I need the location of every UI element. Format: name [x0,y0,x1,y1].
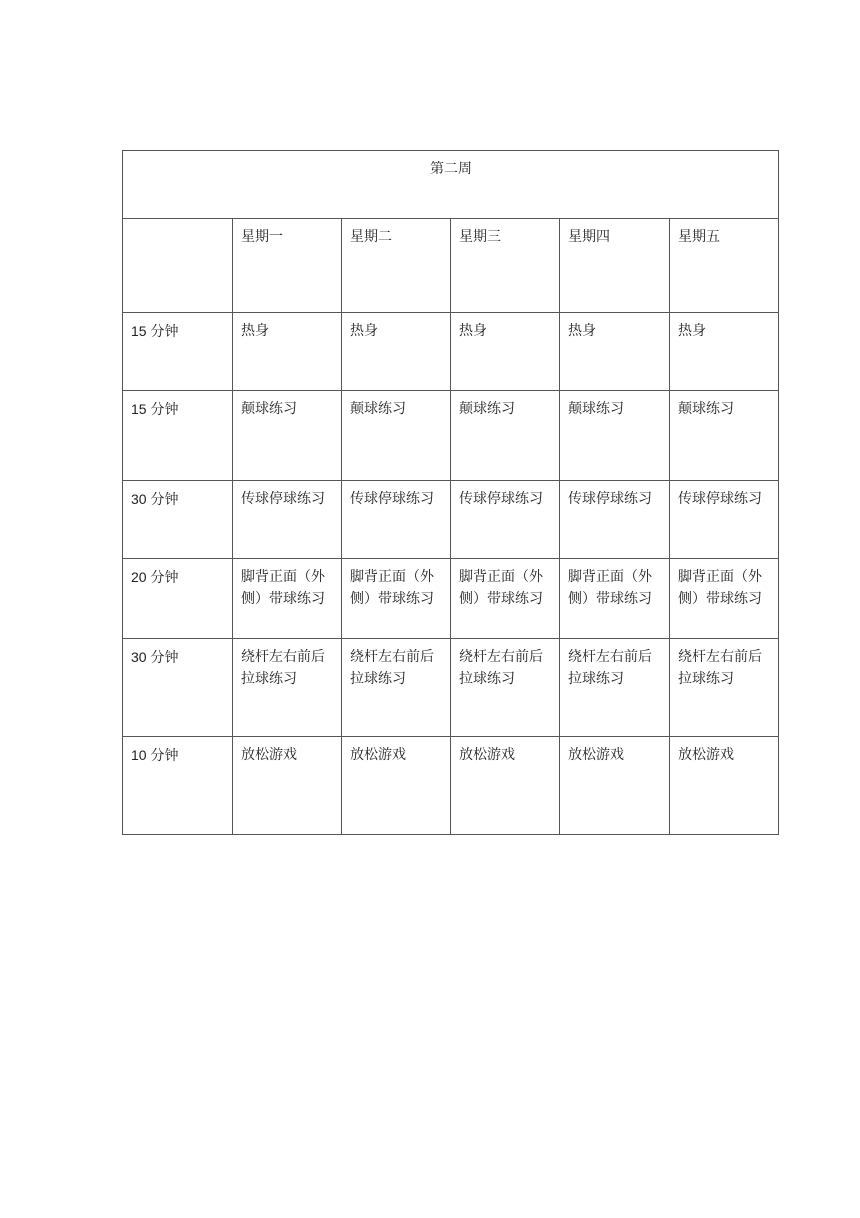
activity-cell: 传球停球练习 [670,481,779,559]
activity-cell: 热身 [560,313,670,391]
activity-cell: 放松游戏 [233,737,342,835]
activity-cell: 传球停球练习 [451,481,560,559]
duration-cell: 20 分钟 [123,559,233,639]
activity-cell: 脚背正面（外侧）带球练习 [342,559,451,639]
activity-cell: 传球停球练习 [560,481,670,559]
duration-cell: 15 分钟 [123,313,233,391]
day-header-mon: 星期一 [233,219,342,313]
day-header-thu: 星期四 [560,219,670,313]
activity-cell: 绕杆左右前后拉球练习 [233,639,342,737]
day-header-fri: 星期五 [670,219,779,313]
activity-cell: 颠球练习 [233,391,342,481]
activity-cell: 颠球练习 [342,391,451,481]
table-row [123,559,779,639]
table-row [123,639,779,737]
activity-cell: 放松游戏 [342,737,451,835]
activity-cell: 脚背正面（外侧）带球练习 [451,559,560,639]
day-header-tue: 星期二 [342,219,451,313]
duration-cell: 30 分钟 [123,481,233,559]
activity-cell: 绕杆左右前后拉球练习 [560,639,670,737]
day-header-row [123,219,779,313]
activity-cell: 传球停球练习 [342,481,451,559]
activity-cell: 放松游戏 [451,737,560,835]
activity-cell: 热身 [342,313,451,391]
activity-cell: 放松游戏 [560,737,670,835]
duration-cell: 30 分钟 [123,639,233,737]
weekly-schedule-table [122,150,779,835]
duration-cell: 10 分钟 [123,737,233,835]
day-header-wed: 星期三 [451,219,560,313]
table-row [123,391,779,481]
activity-cell: 绕杆左右前后拉球练习 [451,639,560,737]
corner-cell [123,219,233,313]
week-title: 第二周 [123,151,779,219]
activity-cell: 传球停球练习 [233,481,342,559]
title-row [123,151,779,219]
activity-cell: 颠球练习 [451,391,560,481]
activity-cell: 热身 [670,313,779,391]
activity-cell: 颠球练习 [560,391,670,481]
table-row [123,481,779,559]
activity-cell: 绕杆左右前后拉球练习 [670,639,779,737]
activity-cell: 热身 [233,313,342,391]
activity-cell: 脚背正面（外侧）带球练习 [560,559,670,639]
activity-cell: 绕杆左右前后拉球练习 [342,639,451,737]
activity-cell: 脚背正面（外侧）带球练习 [670,559,779,639]
table-row [123,313,779,391]
activity-cell: 热身 [451,313,560,391]
schedule-sheet [122,150,778,835]
activity-cell: 放松游戏 [670,737,779,835]
table-row [123,737,779,835]
duration-cell: 15 分钟 [123,391,233,481]
activity-cell: 脚背正面（外侧）带球练习 [233,559,342,639]
activity-cell: 颠球练习 [670,391,779,481]
